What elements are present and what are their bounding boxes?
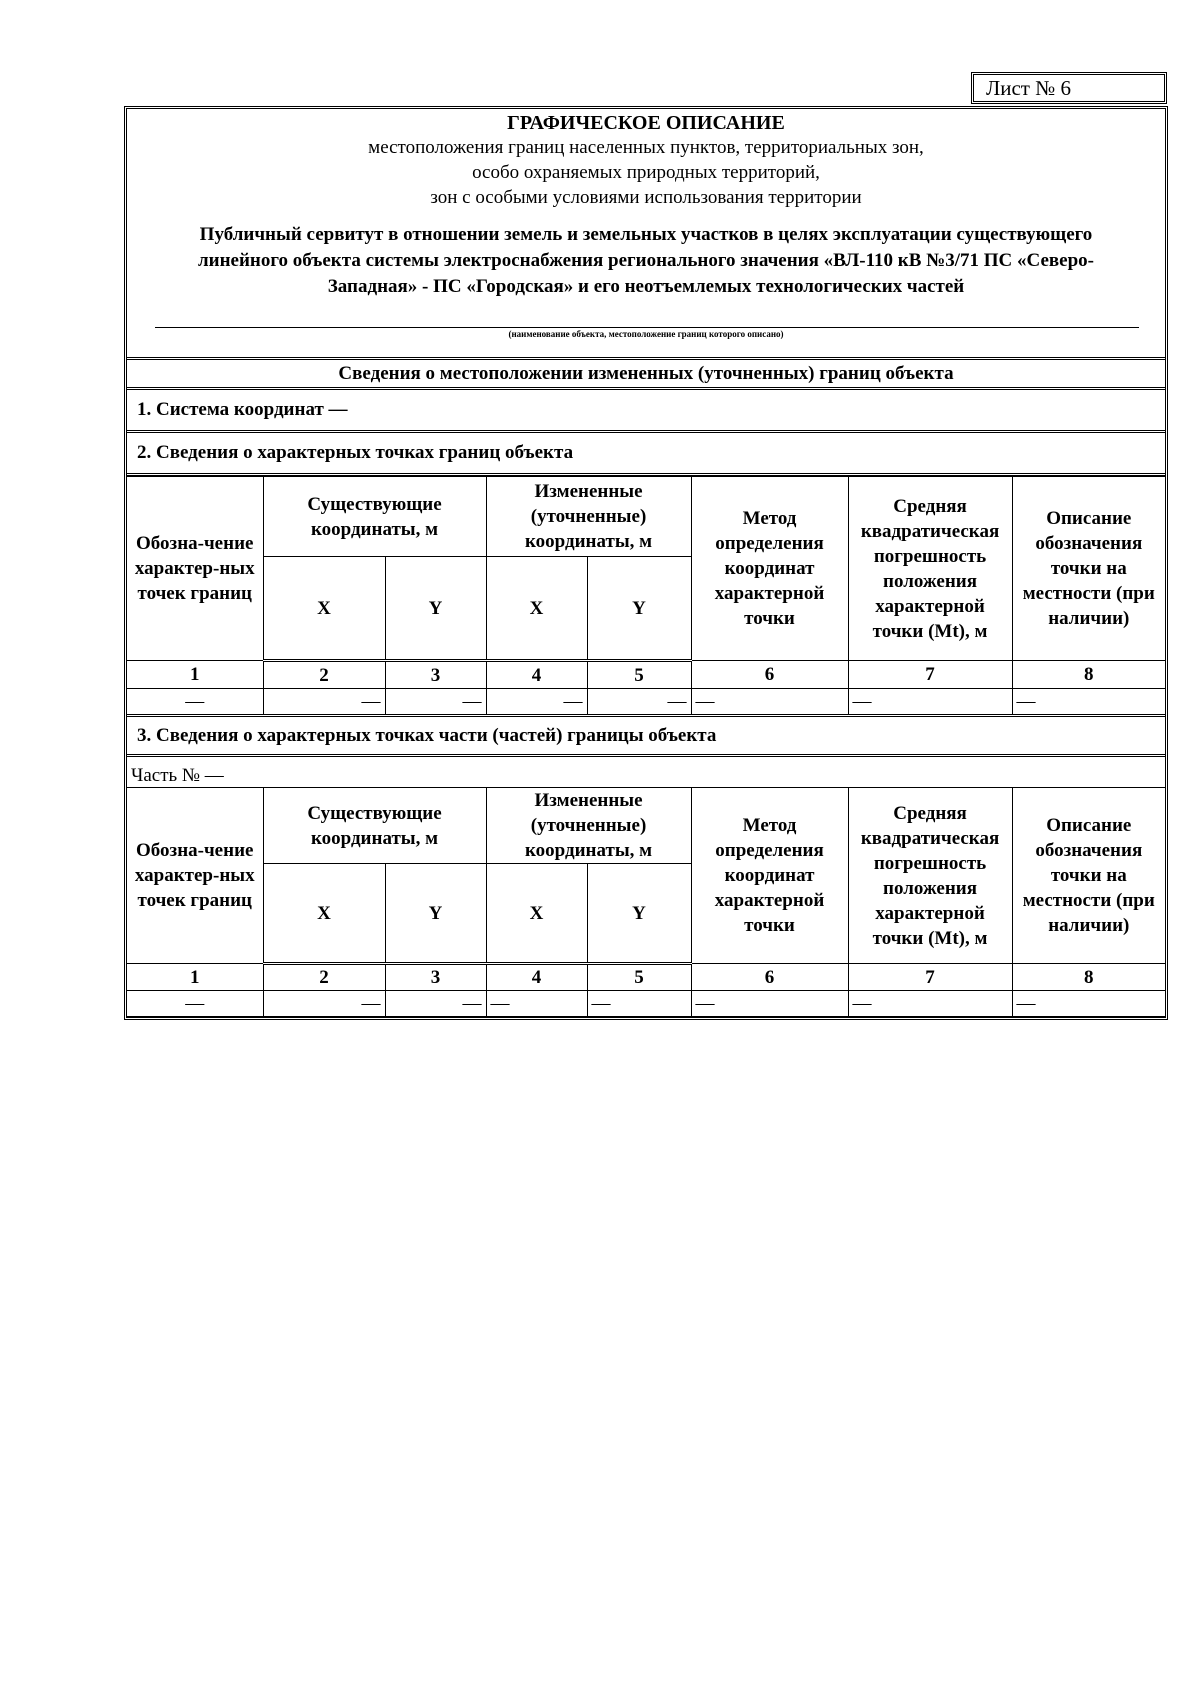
subtitle-line-2: особо охраняемых природных территорий,	[472, 162, 820, 183]
table-cell: —	[385, 689, 486, 716]
table-cell: —	[691, 689, 848, 716]
section-title-text: Сведения о местоположении измененных (уточненных) границ объекта	[338, 362, 954, 384]
object-name-underline	[155, 327, 1139, 328]
header-method: Метод определения координат характерной точки	[691, 477, 848, 661]
table-cell: —	[691, 991, 848, 1017]
header-error: Средняя квадратическая погрешность положения характерной точки (Mt), м	[848, 477, 1012, 661]
table-cell: —	[587, 991, 691, 1017]
table-cell: —	[1012, 689, 1165, 716]
part-label-text: Часть № —	[131, 765, 224, 786]
object-name: Публичный сервитут в отношении земель и земельных участков в целях эксплуатации существующего линейного объекта системы электроснабжения регионального значения «ВЛ-110 кВ №3/71 ПС «Северо-Западная» - ПС «Городская» и его неотъемлемых технологических частей	[197, 224, 1094, 297]
column-number: 8	[1012, 661, 1165, 689]
document-frame	[124, 106, 1168, 1020]
column-number: 6	[691, 964, 848, 991]
header-existing-coords: Существующие координаты, м	[263, 788, 486, 864]
header-y: Y	[385, 557, 486, 661]
header-point-designation: Обозна-чение характер-ных точек границ	[127, 788, 263, 964]
table-cell: —	[848, 689, 1012, 716]
header-method: Метод определения координат характерной точки	[691, 788, 848, 964]
header-x: X	[486, 864, 587, 964]
header-y: Y	[385, 864, 486, 964]
table-cell: —	[127, 689, 263, 716]
subtitle-line-1: местоположения границ населенных пунктов, территориальных зон,	[368, 137, 924, 158]
table-row	[127, 991, 1165, 1017]
header-existing-coords: Существующие координаты, м	[263, 477, 486, 557]
header-changed-coords: Измененные (уточненные) координаты, м	[486, 788, 691, 864]
column-number: 8	[1012, 964, 1165, 991]
section-3-title	[127, 717, 1165, 757]
coordinate-system-text: 1. Система координат —	[137, 399, 348, 420]
section-3-title-text: 3. Сведения о характерных точках части (частей) границы объекта	[137, 724, 717, 746]
table-cell: —	[385, 991, 486, 1017]
column-number: 2	[263, 964, 385, 991]
column-number: 7	[848, 661, 1012, 689]
part-label	[127, 757, 1165, 787]
table-cell: —	[587, 689, 691, 716]
part-points-table	[127, 787, 1165, 1017]
column-number: 3	[385, 964, 486, 991]
column-number: 1	[127, 661, 263, 689]
table-cell: —	[263, 689, 385, 716]
table-cell: —	[486, 689, 587, 716]
header-y: Y	[587, 864, 691, 964]
table-cell: —	[263, 991, 385, 1017]
column-number: 2	[263, 661, 385, 689]
table-cell: —	[486, 991, 587, 1017]
sheet-number-label: Лист № 6	[986, 75, 1072, 100]
sheet-number	[971, 72, 1167, 104]
header-y: Y	[587, 557, 691, 661]
column-number: 4	[486, 964, 587, 991]
coordinate-system	[127, 390, 1165, 433]
header-description: Описание обозначения точки на местности (при наличии)	[1012, 788, 1165, 964]
column-number: 7	[848, 964, 1012, 991]
table-cell: —	[127, 991, 263, 1017]
section-2-title	[127, 433, 1165, 476]
boundary-points-table	[127, 476, 1165, 717]
header-error: Средняя квадратическая погрешность положения характерной точки (Mt), м	[848, 788, 1012, 964]
column-number: 5	[587, 964, 691, 991]
table-row	[127, 689, 1165, 716]
table-cell: —	[848, 991, 1012, 1017]
subtitle-line-3: зон с особыми условиями использования территории	[430, 187, 862, 208]
column-number: 5	[587, 661, 691, 689]
section-title	[127, 360, 1165, 390]
document-header	[127, 109, 1165, 360]
header-x: X	[486, 557, 587, 661]
header-x: X	[263, 557, 385, 661]
section-2-title-text: 2. Сведения о характерных точках границ объекта	[137, 442, 574, 463]
column-number: 6	[691, 661, 848, 689]
table-cell: —	[1012, 991, 1165, 1017]
column-number: 1	[127, 964, 263, 991]
header-x: X	[263, 864, 385, 964]
header-point-designation: Обозна-чение характер-ных точек границ	[127, 477, 263, 661]
column-number: 3	[385, 661, 486, 689]
document-title: ГРАФИЧЕСКОЕ ОПИСАНИЕ	[507, 112, 785, 134]
header-changed-coords: Измененные (уточненные) координаты, м	[486, 477, 691, 557]
column-number: 4	[486, 661, 587, 689]
header-description: Описание обозначения точки на местности (при наличии)	[1012, 477, 1165, 661]
object-caption: (наименование объекта, местоположение границ которого описано)	[508, 329, 784, 339]
